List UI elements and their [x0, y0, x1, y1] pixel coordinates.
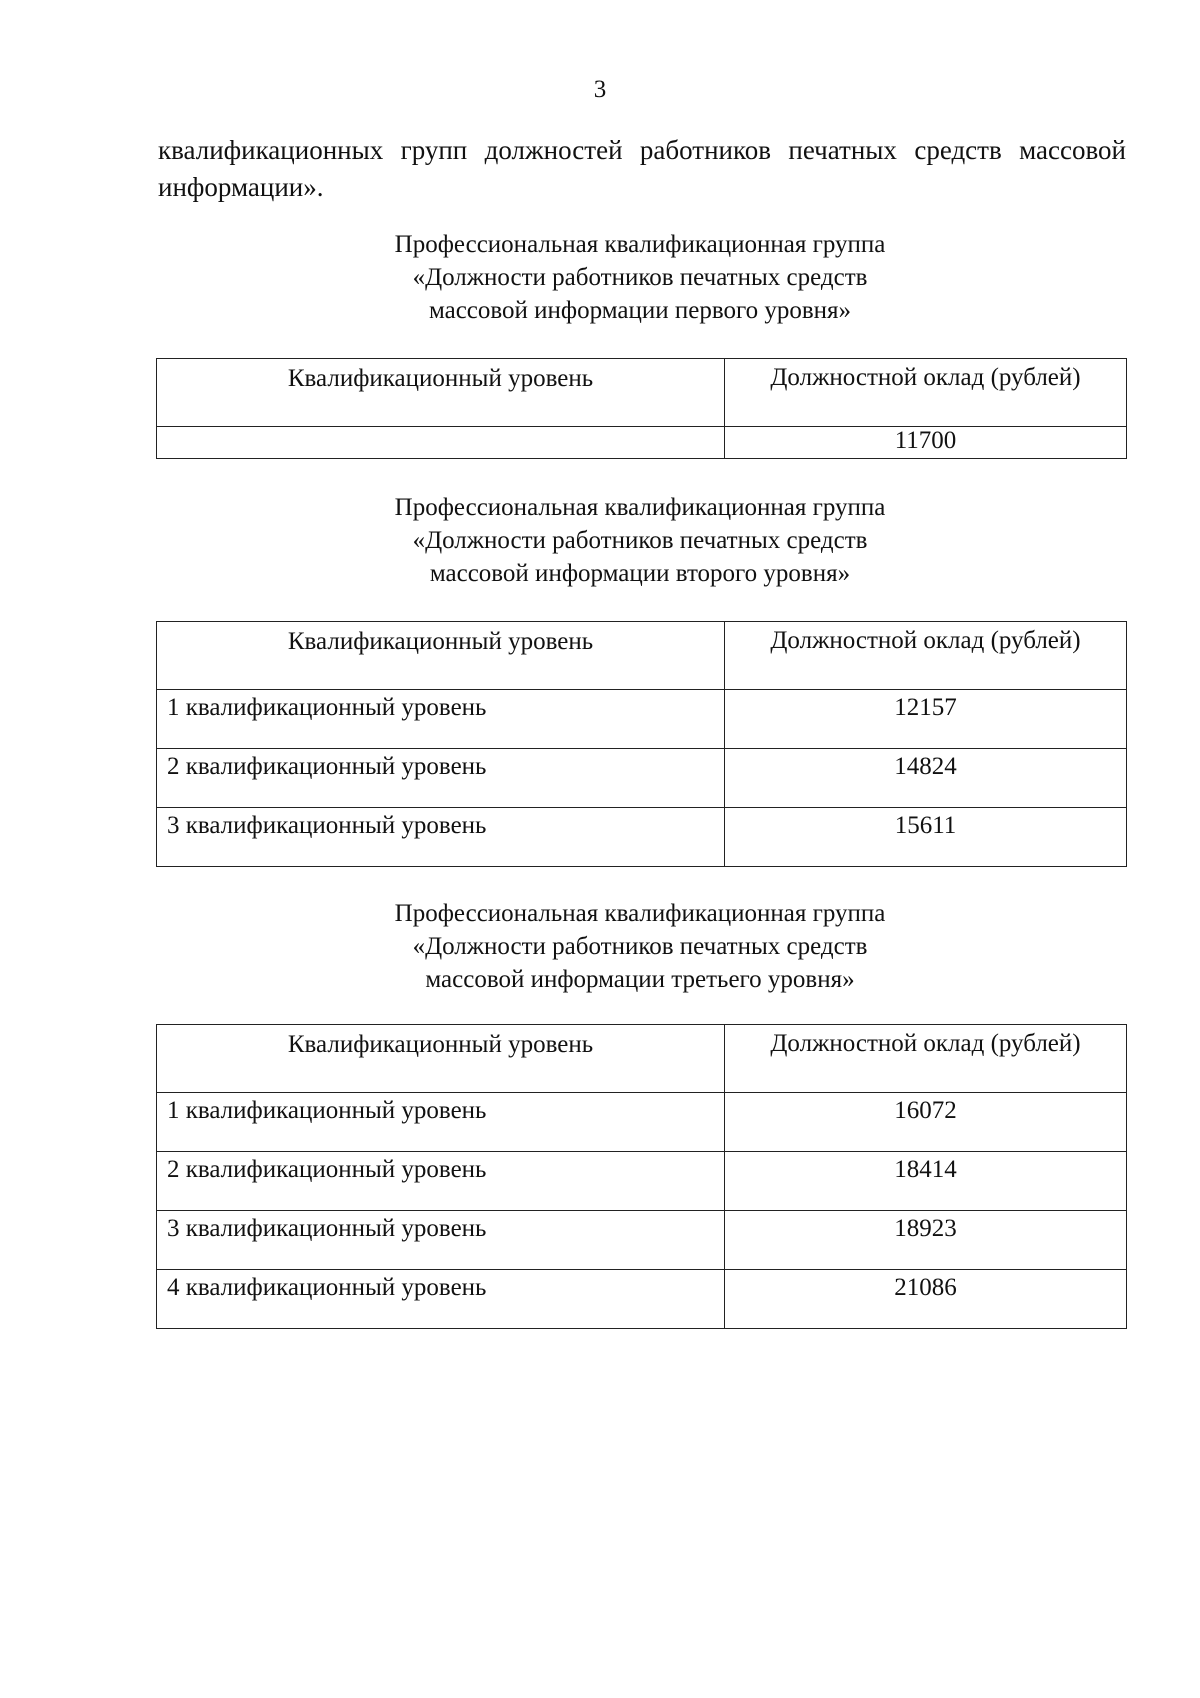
salary-cell: 18923: [725, 1211, 1127, 1270]
heading-line: Профессиональная квалификационная группа: [394, 900, 886, 927]
salary-cell: 16072: [725, 1093, 1127, 1152]
table-row: [157, 1270, 1127, 1329]
heading-line: массовой информации первого уровня»: [428, 297, 852, 324]
level-cell: 2 квалификационный уровень: [157, 1152, 725, 1211]
heading-line: «Должности работников печатных средств: [412, 264, 868, 291]
header-salary: Должностной оклад (рублей): [725, 622, 1127, 690]
level-cell: 2 квалификационный уровень: [157, 749, 725, 808]
group-3-heading: [0, 897, 1200, 996]
salary-cell: 18414: [725, 1152, 1127, 1211]
level-cell: 1 квалификационный уровень: [157, 690, 725, 749]
group-1-heading: [0, 228, 1200, 327]
salary-cell: 21086: [725, 1270, 1127, 1329]
heading-line: массовой информации третьего уровня»: [425, 966, 855, 993]
intro-line: информации».: [158, 172, 324, 202]
group-2-salary-table: [156, 621, 1127, 867]
table-row: [157, 427, 1127, 459]
intro-line: квалификационных групп должностей работников печатных средств массовой: [158, 135, 1126, 165]
level-cell: 3 квалификационный уровень: [157, 1211, 725, 1270]
table-header-row: [157, 622, 1127, 690]
table-header-row: [157, 359, 1127, 427]
level-cell: 1 квалификационный уровень: [157, 1093, 725, 1152]
header-level: Квалификационный уровень: [157, 1025, 725, 1093]
group-1-salary-table: [156, 358, 1127, 459]
page-number: 3: [593, 76, 607, 103]
group-2-heading: [0, 491, 1200, 590]
salary-cell: 11700: [725, 427, 1127, 459]
salary-cell: 12157: [725, 690, 1127, 749]
table-row: [157, 808, 1127, 867]
header-salary: Должностной оклад (рублей): [725, 1025, 1127, 1093]
table-row: [157, 690, 1127, 749]
level-cell: [157, 427, 725, 459]
salary-cell: 15611: [725, 808, 1127, 867]
table-row: [157, 1211, 1127, 1270]
heading-line: Профессиональная квалификационная группа: [394, 231, 886, 258]
header-level: Квалификационный уровень: [157, 359, 725, 427]
level-cell: 4 квалификационный уровень: [157, 1270, 725, 1329]
header-level: Квалификационный уровень: [157, 622, 725, 690]
intro-paragraph: [158, 132, 1126, 206]
group-3-salary-table: [156, 1024, 1127, 1329]
table-row: [157, 1152, 1127, 1211]
table-row: [157, 749, 1127, 808]
heading-line: массовой информации второго уровня»: [429, 560, 851, 587]
heading-line: «Должности работников печатных средств: [412, 527, 868, 554]
header-salary: Должностной оклад (рублей): [725, 359, 1127, 427]
table-row: [157, 1093, 1127, 1152]
salary-cell: 14824: [725, 749, 1127, 808]
heading-line: «Должности работников печатных средств: [412, 933, 868, 960]
level-cell: 3 квалификационный уровень: [157, 808, 725, 867]
table-header-row: [157, 1025, 1127, 1093]
heading-line: Профессиональная квалификационная группа: [394, 494, 886, 521]
